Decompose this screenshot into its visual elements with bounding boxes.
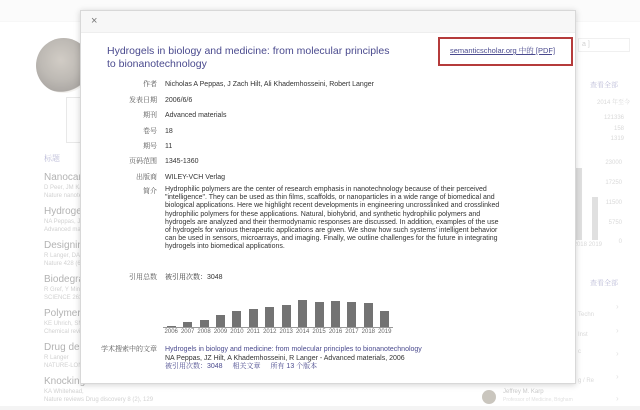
- citation-bar-2015[interactable]: [315, 302, 324, 327]
- field-value: 11: [165, 143, 173, 150]
- x-tick-label: 2010: [230, 329, 244, 335]
- field-label: 期刊: [143, 112, 157, 119]
- field-value: Nicholas A Peppas, J Zach Hilt, Ali Khademhosseini, Robert Langer: [165, 81, 374, 88]
- related-articles-link[interactable]: 相关文章: [232, 363, 261, 370]
- field-label: 引用总数: [129, 274, 157, 281]
- citation-bar-2019[interactable]: [380, 311, 389, 327]
- x-tick-label: 2008: [197, 329, 211, 335]
- x-tick-label: 2018: [361, 329, 376, 335]
- citation-bar-2008[interactable]: [200, 320, 209, 327]
- x-tick-label: 2013: [279, 329, 293, 335]
- citation-bar-2010[interactable]: [232, 311, 241, 327]
- scholar-article-authors: NA Peppas, JZ Hilt, A Khademhosseini, R Langer - Advanced materials, 2006: [165, 354, 405, 362]
- field-value: 2006/6/6: [165, 97, 193, 104]
- citation-bar-2014[interactable]: [298, 300, 307, 327]
- field-label: 期号: [143, 143, 157, 150]
- x-tick-label: 2011: [246, 329, 260, 335]
- citation-bar-2012[interactable]: [265, 307, 274, 327]
- x-tick-label: 2009: [213, 329, 228, 335]
- field-value: 18: [165, 128, 173, 135]
- article-detail-dialog: [80, 10, 576, 384]
- field-label: 卷号: [143, 128, 157, 135]
- field-value: Advanced materials: [165, 112, 227, 119]
- field-label: 作者: [143, 81, 157, 88]
- x-tick-label: 2006: [164, 329, 178, 335]
- citation-bar-2007[interactable]: [183, 322, 192, 327]
- scholar-article-title-link[interactable]: Hydrogels in biology and medicine: from molecular principles to bionanotechnology: [165, 346, 422, 353]
- scholar-cited-by-link[interactable]: 被引用次数：3048: [165, 363, 223, 370]
- citation-bar-2016[interactable]: [331, 301, 340, 327]
- field-value: 1345-1360: [165, 158, 199, 165]
- citation-bar-2009[interactable]: [216, 315, 225, 327]
- citation-bar-2013[interactable]: [282, 305, 291, 327]
- scholar-article-entry: [165, 346, 422, 372]
- chart-x-axis: [163, 327, 393, 328]
- x-tick-label: 2014: [295, 329, 310, 335]
- citation-bar-2018[interactable]: [364, 303, 373, 327]
- x-tick-label: 2019: [378, 329, 392, 335]
- citation-bar-2011[interactable]: [249, 309, 258, 327]
- citation-bar-2006[interactable]: [167, 326, 176, 327]
- x-tick-label: 2012: [263, 329, 277, 335]
- field-label: 简介: [143, 188, 157, 195]
- all-versions-link[interactable]: 所有 13 个版本: [270, 363, 318, 370]
- field-value: WILEY-VCH Verlag: [165, 174, 226, 181]
- field-label: 发表日期: [129, 97, 157, 104]
- dialog-header: [81, 11, 575, 33]
- field-label: 出版商: [136, 174, 157, 181]
- x-tick-label: 2016: [328, 329, 343, 335]
- pdf-source-link[interactable]: semanticscholar.org 中的 [PDF]: [450, 46, 556, 55]
- citation-bar-2017[interactable]: [347, 302, 356, 327]
- close-icon[interactable]: ×: [91, 15, 98, 27]
- citations-per-year-chart: [163, 294, 393, 336]
- field-label: 页码范围: [129, 158, 157, 165]
- x-tick-label: 2017: [345, 329, 359, 335]
- scholar-article-links: [165, 363, 422, 372]
- x-tick-label: 2015: [312, 329, 326, 335]
- article-title-link[interactable]: Hydrogels in biology and medicine: from molecular principles to bionanotechnology: [107, 45, 390, 70]
- cited-by-link[interactable]: 被引用次数：3048: [165, 274, 223, 281]
- field-label: 学术搜索中的文章: [101, 346, 157, 353]
- x-tick-label: 2007: [180, 329, 195, 335]
- abstract-text: Hydrophilic polymers are the center of research emphasis in nanotechnology because of their perceived "intelligence". They can be used as thin films, scaffolds, or nanoparticles in a wide range of biomedical and biological applications. Here we highlight recent developments in engineering uncrosslinked and crosslinked hydrophilic polymers for these applications. Natural, biohybrid, and synthetic hydrophilic polymers and hydrogels are analyzed and their thermodynamic responses are discussed. In addition, examples of the use of hydrogels for various therapeutic applications are given. We show how such systems' intelligent behavior can be used in sensors, microarrays, and imaging. Finally, we outline challenges for the future in integrating hydrogels into biomedical applications.: [165, 186, 500, 251]
